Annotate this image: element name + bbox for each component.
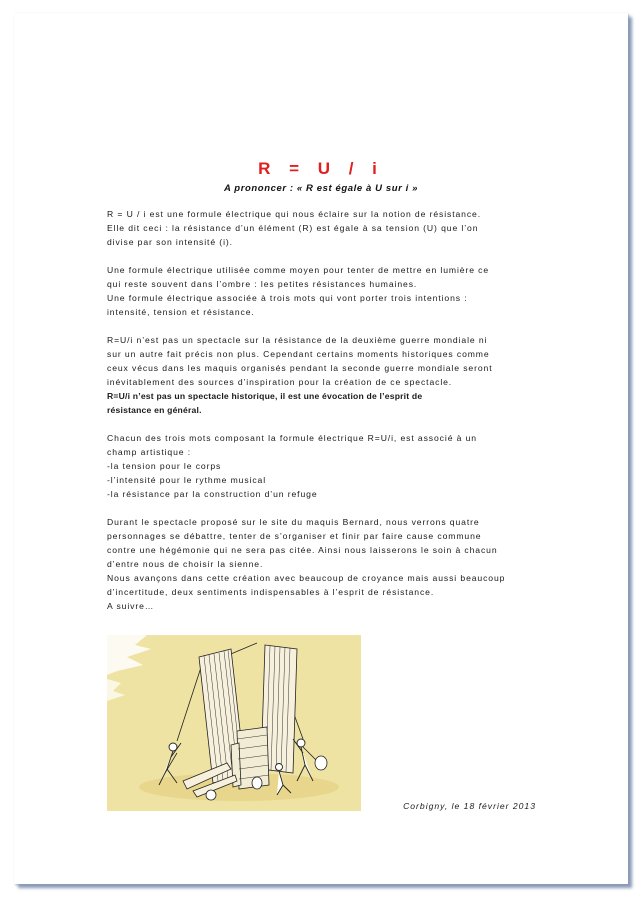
text-line: divise par son intensité (i). (107, 237, 233, 247)
text-line: Chacun des trois mots composant la formule électrique R=U/i, est associé à un (107, 433, 477, 443)
list-item: -la tension pour le corps (107, 461, 222, 471)
text-line: R = U / i est une formule électrique qui nous éclaire sur la notion de résistance. (107, 209, 482, 219)
text-line: sur un autre fait précis non plus. Cependant certains moments historiques comme (107, 349, 490, 359)
paragraph-3 (107, 333, 537, 417)
paragraph-5 (107, 515, 537, 613)
text-line: champ artistique : (107, 447, 192, 457)
text-line: intensité, tension et résistance. (107, 307, 255, 317)
text-line: Elle dit ceci : la résistance d’un élément (R) est égale à sa tension (U) que l’on (107, 223, 479, 233)
list-item: -l’intensité pour le rythme musical (107, 475, 267, 485)
document-page (14, 13, 628, 884)
text-line: Une formule électrique associée à trois mots qui vont porter trois intentions : (107, 293, 468, 303)
text-line: Nous avançons dans cette création avec beaucoup de croyance mais aussi beaucoup (107, 573, 506, 583)
text-line: Une formule électrique utilisée comme moyen pour tenter de mettre en lumière ce (107, 265, 490, 275)
list-item: -la résistance par la construction d’un refuge (107, 489, 318, 499)
page-title: R = U / i (258, 159, 384, 178)
page-subtitle: A prononcer : « R est égale à U sur i » (223, 183, 419, 194)
text-line: inévitablement des sources d’inspiration pour la création de ce spectacle. (107, 377, 453, 387)
text-line: A suivre… (107, 601, 155, 611)
text-line: d’entre nous de choisir la sienne. (107, 559, 264, 569)
bold-text-line: R=U/i n’est pas un spectacle historique, il est une évocation de l’esprit de (107, 391, 423, 401)
text-line: qui reste souvent dans l’ombre : les petites résistances humaines. (107, 279, 418, 289)
text-line: ceux vécus dans les maquis organisés pendant la seconde guerre mondiale seront (107, 363, 493, 373)
paragraph-2 (107, 263, 537, 319)
paragraph-4 (107, 431, 537, 501)
text-line: d’incertitude, deux sentiments indispensables à l’esprit de résistance. (107, 587, 435, 597)
bold-text-line: résistance en général. (107, 405, 202, 415)
signature-date: Corbigny, le 18 février 2013 (403, 801, 536, 811)
refuge-illustration (107, 635, 361, 811)
text-line: Durant le spectacle proposé sur le site du maquis Bernard, nous verrons quatre (107, 517, 480, 527)
paragraph-1 (107, 207, 537, 249)
text-line: R=U/i n’est pas un spectacle sur la résistance de la deuxième guerre mondiale ni (107, 335, 488, 345)
text-line: contre une hégémonie qui ne sera pas citée. Ainsi nous laisserons le soin à chacun (107, 545, 498, 555)
document-body (107, 207, 537, 627)
text-line: personnages se débattre, tenter de s’organiser et finir par faire cause commune (107, 531, 482, 541)
